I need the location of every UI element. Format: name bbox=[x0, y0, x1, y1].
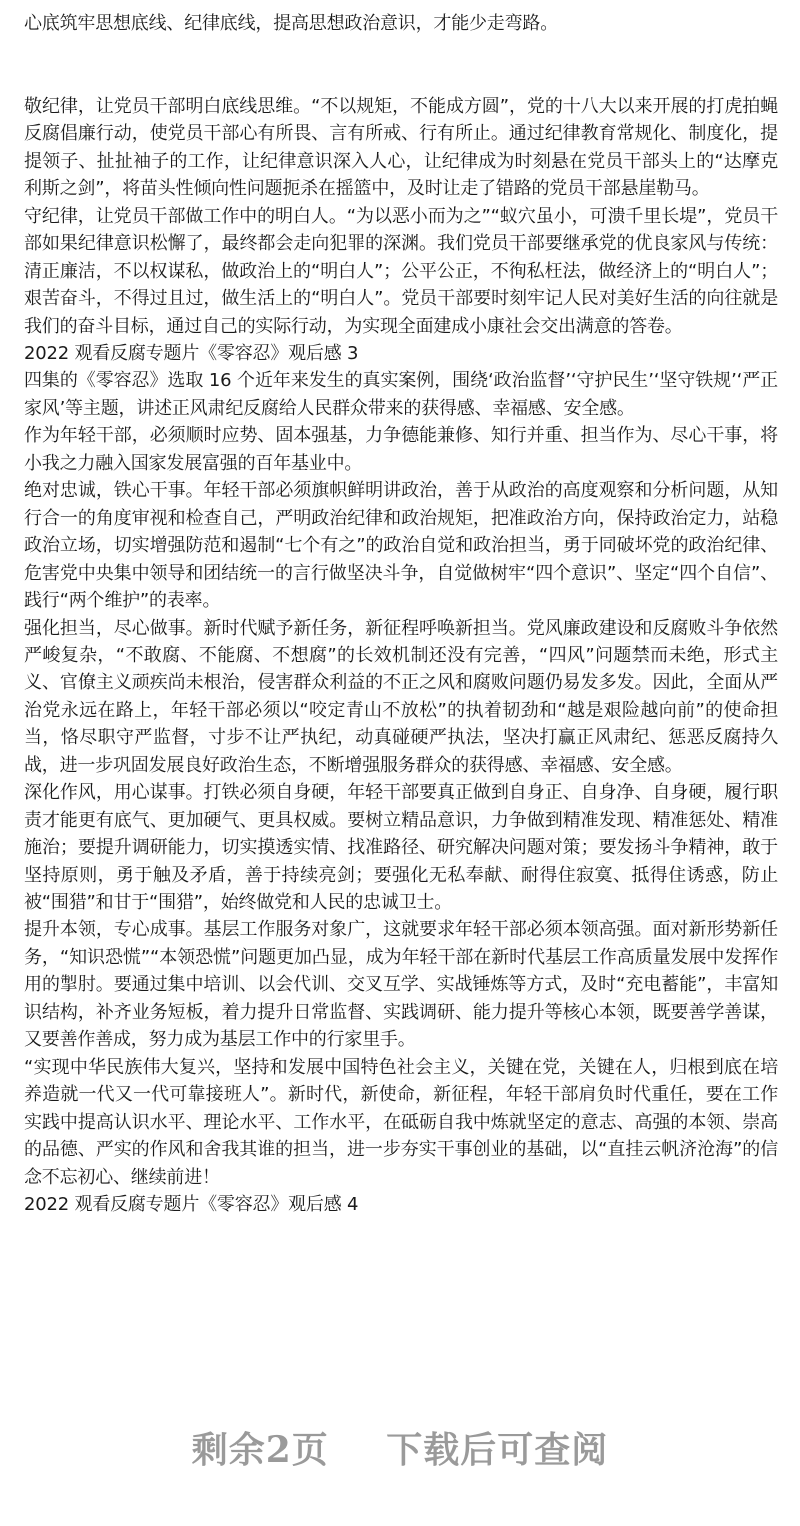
paragraph-responsibility: 强化担当，尽心做事。新时代赋予新任务，新征程呼唤新担当。党风廉政建设和反腐败斗争依然严峻复杂，“不敢腐、不能腐、不想腐”的长效机制还没有完善，“四风”问题禁而未绝，形式主义、官僚主义顽疾尚未根治，侵害群众利益的不正之风和腐败问题仍易发多发。因此，全面从严治党永远在路上，年轻干部必须以“咬定青山不放松”的执着韧劲和“越是艰险越向前”的使命担当，恪尽职守严监督，寸步不让严执纪，动真碰硬严执法，坚决打赢正风肃纪、惩恶反腐持久战，进一步巩固发展良好政治生态，不断增强服务群众的获得感、幸福感、安全感。 bbox=[24, 617, 778, 776]
section-heading-3: 2022 观看反腐专题片《零容忍》观后感 3 bbox=[24, 342, 359, 364]
paragraph-work-style: 深化作风，用心谋事。打铁必须自身硬，年轻干部要真正做到自身正、自身净、自身硬，履行职责才能更有底气、更加硬气、更具权威。要树立精品意识，力争做到精准发现、精准惩处、精准施治；要提升调研能力，切实摸透实情、找准路径、研究解决问题对策；要发扬斗争精神，敢于坚持原则，勇于触及矛盾，善于持续亮剑；要强化无私奉献、耐得住寂寞、抵得住诱惑，防止被“围猎”和甘于“围猎”，始终做党和人民的忠诚卫士。 bbox=[24, 782, 778, 914]
paragraph-young-cadres: 作为年轻干部，必须顺时应势、固本强基，力争德能兼修、知行并重、担当作为、尽心干事，将小我之力融入国家发展富强的百年基业中。 bbox=[24, 425, 778, 474]
paragraph-conclusion: “实现中华民族伟大复兴，坚持和发展中国特色社会主义，关键在党，关键在人，归根到底在培养造就一代又一代可靠接班人”。新时代，新使命，新征程，年轻干部肩负时代重任，要在工作实践中提高认识水平、理论水平、工作水平，在砥砺自我中炼就坚定的意志、高强的本领、崇高的品德、严实的作风和舍我其谁的担当，进一步夯实干事创业的基础，以“直挂云帆济沧海”的信念不忘初心、继续前进！ bbox=[24, 1056, 778, 1188]
paragraph-loyalty: 绝对忠诚，铁心干事。年轻干部必须旗帜鲜明讲政治，善于从政治的高度观察和分析问题，从知行合一的角度审视和检查自己，严明政治纪律和政治规矩，把准政治方向，保持政治定力，站稳政治立场，切实增强防范和遏制“七个有之”的政治自觉和政治担当，勇于同破坏党的政治纪律、危害党中央集中领导和团结统一的言行做坚决斗争，自觉做树牢“四个意识”、坚定“四个自信”、践行“两个维护”的表率。 bbox=[24, 480, 778, 612]
download-prompt[interactable] bbox=[0, 1422, 800, 1473]
paragraph-intro-zero-tolerance: 四集的《零容忍》选取 16 个近年来发生的真实案例，围绕‘政治监督’‘守护民生’‘坚守铁规’‘严正家风’等主题，讲述正风肃纪反腐给人民群众带来的获得感、幸福感、安全感。 bbox=[24, 370, 778, 419]
section-heading-4: 2022 观看反腐专题片《零容忍》观后感 4 bbox=[24, 1194, 359, 1216]
intro-paragraph-tail: 心底筑牢思想底线、纪律底线，提高思想政治意识，才能少走弯路。 bbox=[24, 13, 558, 35]
document-body bbox=[24, 0, 778, 1218]
paragraph-keep-discipline: 守纪律，让党员干部做工作中的明白人。“为以恶小而为之”“蚁穴虽小，可溃千里长堤”，党员干部如果纪律意识松懈了，最终都会走向犯罪的深渊。我们党员干部要继承党的优良家风与传统：清正廉洁，不以权谋私，做政治上的“明白人”；公平公正，不徇私枉法，做经济上的“明白人”；艰苦奋斗，不得过且过，做生活上的“明白人”。党员干部要时刻牢记人民对美好生活的向往就是我们的奋斗目标，通过自己的实际行动，为实现全面建成小康社会交出满意的答卷。 bbox=[24, 205, 778, 337]
paragraph-skills: 提升本领，专心成事。基层工作服务对象广，这就要求年轻干部必须本领高强。面对新形势新任务，“知识恐慌”“本领恐慌”问题更加凸显，成为年轻干部在新时代基层工作高质量发展中发挥作用的掣肘。要通过集中培训、以会代训、交叉互学、实战锤炼等方式，及时“充电蓄能”，丰富知识结构，补齐业务短板，着力提升日常监督、实践调研、能力提升等核心本领，既要善学善谋，又要善作善成，努力成为基层工作中的行家里手。 bbox=[24, 919, 778, 1051]
download-to-view-label[interactable]: 下载后可查阅 bbox=[386, 1429, 609, 1471]
paragraph-gap bbox=[24, 38, 778, 93]
paragraph-respect-discipline: 敬纪律，让党员干部明白底线思维。“不以规矩，不能成方圆”，党的十八大以来开展的打虎拍蝇反腐倡廉行动，使党员干部心有所畏、言有所戒、行有所止。通过纪律教育常规化、制度化，提提领子、扯扯袖子的工作，让纪律意识深入人心，让纪律成为时刻悬在党员干部头上的“达摩克利斯之剑”，将苗头性倾向性问题扼杀在摇篮中，及时让走了错路的党员干部悬崖勒马。 bbox=[24, 95, 778, 200]
cut-off-line bbox=[24, 0, 778, 10]
remaining-pages-label: 剩余2页 bbox=[191, 1429, 329, 1471]
